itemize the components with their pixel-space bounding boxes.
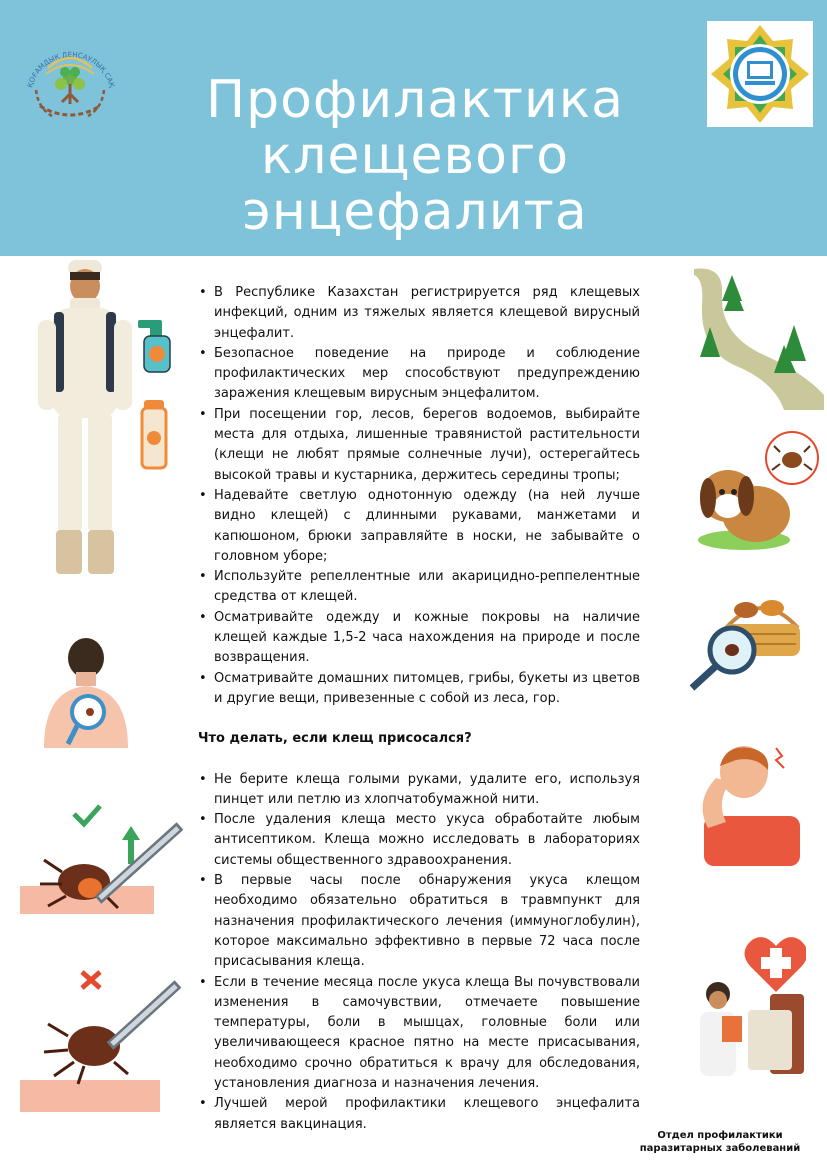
sick-man-headache-icon [686,742,800,866]
ministry-emblem-logo [707,21,813,127]
public-health-logo [18,28,122,132]
forest-path-icon [694,265,824,410]
list-item: • Осматривайте домашних питомцев, грибы, букеты из цветов и другие вещи, привезенные с собой из леса, гор. [214,669,640,710]
footer-department: Отдел профилактики паразитарных заболеваний [639,1130,801,1154]
list-item: • Надевайте светлую однотонную одежду (на ней лучше видно клещей) с длинными рукавами, манжетами и капюшоном, брюки заправляйте в носки, не забывайте о головном уборе; [214,486,640,567]
list-item: • Безопасное поведение на природе и соблюдение профилактических мер способствуют предупреждению заражения клещевым вирусным энцефалитом. [214,344,640,405]
list-item: • После удаления клеща место укуса обработайте любым антисептиком. Клеща можно исследовать в лабораториях системы общественного здравоохранения. [214,810,640,871]
list-item: • В Республике Казахстан регистрируется ряд клещевых инфекций, одним из тяжелых является клещевой вирусный энцефалит. [214,283,640,344]
page-title: Профилактика клещевого энцефалита [205,70,625,242]
wrong-tick-removal-icon [18,966,184,1114]
svg-text:ҚОҒАМДЫҚ ДЕНСАУЛЫҚ САҚТАУ ҰЛТТ: ҚОҒАМДЫҚ ДЕНСАУЛЫҚ САҚ [26,50,116,89]
dog-tick-icon [694,430,827,556]
tick-on-back-magnifier-icon [40,636,132,750]
list-item: • Если в течение месяца после укуса клеща Вы почувствовали изменения в самочувствии, отмечаете повышение температуры, боли в мышцах, головные боли или увеличивающееся красное пятно на месте присасывания, необходимо срочно обратиться к врачу для обследования, установления диагноза и назначения лечения. [214,973,640,1095]
list-item: • При посещении гор, лесов, берегов водоемов, выбирайте места для отдыха, лишенные травянистой растительности (клещи не любят прямые солнечные лучи), остерегайтесь высокой травы и кустарника, держитесь середины тропы; [214,405,640,486]
list-item: • Лучшей мерой профилактики клещевого энцефалита является вакцинация. [214,1094,640,1135]
list-item: • Осматривайте одежду и кожные покровы на наличие клещей каждые 1,5-2 часа нахождения на природе и после возвращения. [214,608,640,669]
actions-list [198,770,640,1135]
mushroom-basket-magnifier-icon [686,588,804,694]
hiker-icon [30,258,140,578]
header-banner [0,0,827,256]
list-item: • Используйте репеллентные или акарицидно-реппелентные средства от клещей. [214,567,640,608]
doctor-pills-icon [678,932,806,1078]
correct-tick-removal-icon [18,802,184,916]
section-heading: Что делать, если клещ присосался? [198,731,472,747]
repellent-spray-icon [136,316,176,496]
list-item: • Не берите клеща голыми руками, удалите его, используя пинцет или петлю из хлопчатобумажной нити. [214,770,640,811]
list-item: • В первые часы после обнаружения укуса клещом необходимо обязательно обратиться в травмпункт для назначения профилактического лечения (иммуноглобулин), которое максимально эффективно в первые 72 часа после присасывания клеща. [214,871,640,972]
main-content [198,283,640,1135]
prevention-list [198,283,640,709]
